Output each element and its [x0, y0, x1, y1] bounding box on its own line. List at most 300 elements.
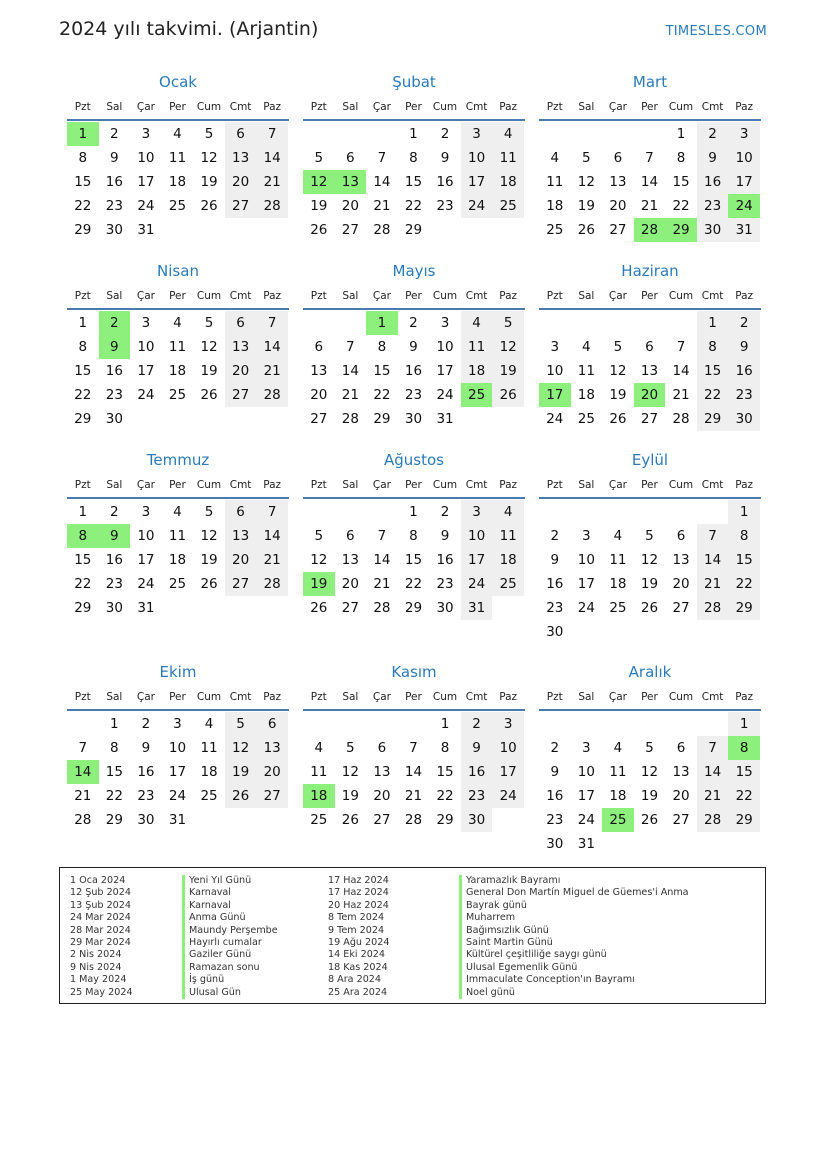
day-cell[interactable]: 18 [200, 764, 218, 780]
day-cell[interactable]: 4 [173, 504, 182, 520]
day-cell[interactable]: 24 [137, 387, 155, 403]
day-cell[interactable]: 21 [341, 387, 359, 403]
day-cell[interactable]: 3 [728, 122, 760, 146]
day-cell[interactable]: 7 [256, 500, 288, 524]
day-cell[interactable]: 7 [256, 311, 288, 335]
day-cell[interactable]: 22 [373, 387, 391, 403]
day-cell[interactable]: 25 [492, 572, 524, 596]
holiday-day-cell[interactable]: 24 [728, 194, 760, 218]
day-cell[interactable]: 6 [645, 339, 654, 355]
day-cell[interactable]: 16 [137, 764, 155, 780]
day-cell[interactable]: 27 [225, 194, 257, 218]
day-cell[interactable]: 4 [314, 740, 324, 756]
day-cell[interactable]: 25 [168, 387, 187, 403]
day-cell[interactable]: 17 [492, 760, 524, 784]
day-cell[interactable]: 4 [461, 311, 493, 335]
day-cell[interactable]: 30 [461, 808, 493, 832]
day-cell[interactable]: 4 [492, 500, 524, 524]
day-cell[interactable]: 24 [436, 387, 454, 403]
day-cell[interactable]: 8 [78, 339, 88, 355]
holiday-day-cell[interactable]: 1 [67, 122, 99, 146]
day-cell[interactable]: 1 [409, 504, 418, 520]
day-cell[interactable]: 5 [645, 740, 654, 756]
day-cell[interactable]: 11 [168, 339, 187, 355]
day-cell[interactable]: 4 [613, 528, 623, 544]
day-cell[interactable]: 3 [492, 712, 524, 736]
day-cell[interactable]: 21 [373, 198, 391, 214]
day-cell[interactable]: 5 [314, 150, 324, 166]
day-cell[interactable]: 4 [492, 122, 524, 146]
day-cell[interactable]: 30 [105, 600, 123, 616]
day-cell[interactable]: 15 [436, 764, 454, 780]
day-cell[interactable]: 18 [609, 576, 627, 592]
day-cell[interactable]: 13 [310, 363, 328, 379]
day-cell[interactable]: 11 [168, 528, 187, 544]
day-cell[interactable]: 3 [550, 339, 560, 355]
day-cell[interactable]: 3 [440, 315, 450, 331]
day-cell[interactable]: 14 [672, 363, 690, 379]
holiday-day-cell[interactable]: 17 [539, 383, 571, 407]
day-cell[interactable]: 8 [440, 740, 450, 756]
day-cell[interactable]: 6 [256, 712, 288, 736]
day-cell[interactable]: 6 [225, 500, 257, 524]
day-cell[interactable]: 1 [78, 504, 88, 520]
day-cell[interactable]: 26 [341, 812, 359, 828]
day-cell[interactable]: 8 [110, 740, 119, 756]
day-cell[interactable]: 15 [697, 359, 729, 383]
day-cell[interactable]: 3 [461, 500, 493, 524]
day-cell[interactable]: 21 [256, 359, 288, 383]
day-cell[interactable]: 22 [404, 198, 423, 214]
day-cell[interactable]: 23 [461, 784, 493, 808]
day-cell[interactable]: 11 [310, 764, 328, 780]
day-cell[interactable]: 10 [577, 764, 595, 780]
day-cell[interactable]: 7 [78, 740, 88, 756]
holiday-day-cell[interactable]: 9 [99, 335, 131, 359]
day-cell[interactable]: 6 [613, 150, 623, 166]
day-cell[interactable]: 6 [346, 150, 355, 166]
day-cell[interactable]: 27 [609, 222, 627, 238]
day-cell[interactable]: 5 [225, 712, 257, 736]
day-cell[interactable]: 8 [676, 150, 686, 166]
day-cell[interactable]: 7 [676, 339, 686, 355]
day-cell[interactable]: 18 [168, 174, 187, 190]
day-cell[interactable]: 28 [256, 383, 288, 407]
day-cell[interactable]: 14 [256, 146, 288, 170]
day-cell[interactable]: 15 [74, 363, 92, 379]
day-cell[interactable]: 28 [256, 194, 288, 218]
day-cell[interactable]: 11 [200, 740, 218, 756]
day-cell[interactable]: 22 [105, 788, 123, 804]
day-cell[interactable]: 24 [492, 784, 524, 808]
day-cell[interactable]: 28 [697, 808, 729, 832]
day-cell[interactable]: 21 [74, 788, 92, 804]
day-cell[interactable]: 11 [492, 524, 524, 548]
day-cell[interactable]: 13 [672, 764, 690, 780]
holiday-day-cell[interactable]: 9 [99, 524, 131, 548]
day-cell[interactable]: 9 [461, 736, 493, 760]
day-cell[interactable]: 29 [74, 600, 92, 616]
day-cell[interactable]: 27 [341, 222, 359, 238]
day-cell[interactable]: 2 [110, 504, 119, 520]
day-cell[interactable]: 4 [613, 740, 623, 756]
day-cell[interactable]: 18 [577, 387, 595, 403]
day-cell[interactable]: 30 [546, 836, 564, 852]
day-cell[interactable]: 2 [697, 122, 729, 146]
holiday-day-cell[interactable]: 29 [665, 218, 697, 242]
day-cell[interactable]: 15 [74, 174, 92, 190]
day-cell[interactable]: 15 [404, 552, 423, 568]
day-cell[interactable]: 9 [440, 528, 450, 544]
day-cell[interactable]: 26 [609, 411, 627, 427]
holiday-day-cell[interactable]: 1 [366, 311, 398, 335]
day-cell[interactable]: 16 [105, 552, 123, 568]
day-cell[interactable]: 25 [200, 788, 218, 804]
day-cell[interactable]: 18 [492, 548, 524, 572]
day-cell[interactable]: 29 [404, 600, 423, 616]
day-cell[interactable]: 18 [609, 788, 627, 804]
day-cell[interactable]: 10 [728, 146, 760, 170]
day-cell[interactable]: 16 [697, 170, 729, 194]
day-cell[interactable]: 23 [546, 600, 564, 616]
day-cell[interactable]: 14 [697, 760, 729, 784]
day-cell[interactable]: 21 [697, 572, 729, 596]
day-cell[interactable]: 14 [404, 764, 423, 780]
day-cell[interactable]: 22 [728, 572, 760, 596]
day-cell[interactable]: 2 [110, 126, 119, 142]
day-cell[interactable]: 5 [314, 528, 324, 544]
day-cell[interactable]: 24 [461, 194, 493, 218]
day-cell[interactable]: 28 [74, 812, 92, 828]
day-cell[interactable]: 22 [728, 784, 760, 808]
day-cell[interactable]: 11 [461, 335, 493, 359]
day-cell[interactable]: 10 [436, 339, 454, 355]
day-cell[interactable]: 27 [640, 411, 659, 427]
day-cell[interactable]: 10 [461, 524, 493, 548]
day-cell[interactable]: 22 [697, 383, 729, 407]
day-cell[interactable]: 17 [436, 363, 454, 379]
holiday-day-cell[interactable]: 12 [303, 170, 335, 194]
day-cell[interactable]: 2 [550, 528, 560, 544]
day-cell[interactable]: 27 [256, 784, 288, 808]
day-cell[interactable]: 23 [728, 383, 760, 407]
day-cell[interactable]: 18 [168, 363, 187, 379]
day-cell[interactable]: 15 [373, 363, 391, 379]
day-cell[interactable]: 8 [728, 524, 760, 548]
day-cell[interactable]: 26 [577, 222, 595, 238]
day-cell[interactable]: 25 [577, 411, 595, 427]
day-cell[interactable]: 15 [728, 548, 760, 572]
day-cell[interactable]: 26 [200, 198, 218, 214]
day-cell[interactable]: 12 [200, 150, 218, 166]
day-cell[interactable]: 14 [256, 335, 288, 359]
day-cell[interactable]: 21 [697, 784, 729, 808]
day-cell[interactable]: 12 [310, 552, 328, 568]
day-cell[interactable]: 12 [225, 736, 257, 760]
day-cell[interactable]: 16 [436, 174, 454, 190]
day-cell[interactable]: 31 [577, 836, 595, 852]
day-cell[interactable]: 19 [577, 198, 595, 214]
day-cell[interactable]: 26 [310, 600, 328, 616]
day-cell[interactable]: 13 [609, 174, 627, 190]
day-cell[interactable]: 7 [377, 528, 387, 544]
day-cell[interactable]: 31 [461, 596, 493, 620]
day-cell[interactable]: 26 [492, 383, 524, 407]
day-cell[interactable]: 29 [74, 222, 92, 238]
day-cell[interactable]: 19 [200, 552, 218, 568]
day-cell[interactable]: 30 [546, 624, 564, 640]
day-cell[interactable]: 16 [728, 359, 760, 383]
day-cell[interactable]: 16 [546, 788, 564, 804]
day-cell[interactable]: 23 [105, 198, 123, 214]
day-cell[interactable]: 17 [461, 170, 493, 194]
day-cell[interactable]: 20 [310, 387, 328, 403]
day-cell[interactable]: 31 [728, 218, 760, 242]
holiday-day-cell[interactable]: 14 [67, 760, 99, 784]
day-cell[interactable]: 25 [546, 222, 564, 238]
day-cell[interactable]: 16 [105, 174, 123, 190]
day-cell[interactable]: 12 [200, 528, 218, 544]
day-cell[interactable]: 20 [256, 760, 288, 784]
day-cell[interactable]: 6 [676, 528, 686, 544]
day-cell[interactable]: 11 [609, 764, 627, 780]
day-cell[interactable]: 31 [137, 600, 155, 616]
day-cell[interactable]: 24 [168, 788, 187, 804]
day-cell[interactable]: 26 [640, 600, 659, 616]
day-cell[interactable]: 29 [105, 812, 123, 828]
day-cell[interactable]: 30 [728, 407, 760, 431]
day-cell[interactable]: 4 [204, 716, 214, 732]
holiday-day-cell[interactable]: 2 [99, 311, 131, 335]
day-cell[interactable]: 20 [341, 198, 359, 214]
day-cell[interactable]: 4 [173, 315, 182, 331]
day-cell[interactable]: 17 [461, 548, 493, 572]
day-cell[interactable]: 24 [461, 572, 493, 596]
day-cell[interactable]: 27 [310, 411, 328, 427]
day-cell[interactable]: 17 [137, 174, 155, 190]
day-cell[interactable]: 7 [256, 122, 288, 146]
day-cell[interactable]: 6 [225, 311, 257, 335]
holiday-day-cell[interactable]: 19 [303, 572, 335, 596]
day-cell[interactable]: 23 [436, 198, 454, 214]
day-cell[interactable]: 17 [137, 552, 155, 568]
day-cell[interactable]: 6 [676, 740, 686, 756]
day-cell[interactable]: 10 [577, 552, 595, 568]
day-cell[interactable]: 20 [373, 788, 391, 804]
day-cell[interactable]: 8 [409, 528, 418, 544]
day-cell[interactable]: 10 [492, 736, 524, 760]
day-cell[interactable]: 27 [341, 600, 359, 616]
day-cell[interactable]: 18 [168, 552, 187, 568]
day-cell[interactable]: 13 [373, 764, 391, 780]
holiday-day-cell[interactable]: 8 [728, 736, 760, 760]
day-cell[interactable]: 28 [672, 411, 690, 427]
day-cell[interactable]: 18 [546, 198, 564, 214]
day-cell[interactable]: 12 [640, 552, 659, 568]
day-cell[interactable]: 20 [672, 576, 690, 592]
day-cell[interactable]: 15 [74, 552, 92, 568]
day-cell[interactable]: 1 [676, 126, 686, 142]
day-cell[interactable]: 23 [137, 788, 155, 804]
day-cell[interactable]: 23 [697, 194, 729, 218]
day-cell[interactable]: 21 [672, 387, 690, 403]
day-cell[interactable]: 30 [404, 411, 423, 427]
day-cell[interactable]: 19 [492, 359, 524, 383]
day-cell[interactable]: 14 [373, 552, 391, 568]
day-cell[interactable]: 29 [436, 812, 454, 828]
day-cell[interactable]: 25 [168, 198, 187, 214]
day-cell[interactable]: 10 [168, 740, 187, 756]
day-cell[interactable]: 2 [440, 504, 450, 520]
day-cell[interactable]: 17 [168, 764, 187, 780]
day-cell[interactable]: 20 [225, 548, 257, 572]
day-cell[interactable]: 11 [546, 174, 564, 190]
day-cell[interactable]: 25 [609, 600, 627, 616]
day-cell[interactable]: 29 [728, 808, 760, 832]
day-cell[interactable]: 8 [697, 335, 729, 359]
day-cell[interactable]: 20 [672, 788, 690, 804]
day-cell[interactable]: 20 [609, 198, 627, 214]
day-cell[interactable]: 25 [168, 576, 187, 592]
day-cell[interactable]: 10 [137, 339, 155, 355]
day-cell[interactable]: 12 [200, 339, 218, 355]
holiday-day-cell[interactable]: 20 [634, 383, 666, 407]
day-cell[interactable]: 11 [492, 146, 524, 170]
day-cell[interactable]: 30 [137, 812, 155, 828]
day-cell[interactable]: 26 [640, 812, 659, 828]
day-cell[interactable]: 31 [436, 411, 454, 427]
day-cell[interactable]: 19 [200, 174, 218, 190]
day-cell[interactable]: 8 [377, 339, 387, 355]
day-cell[interactable]: 2 [728, 311, 760, 335]
day-cell[interactable]: 29 [404, 222, 423, 238]
day-cell[interactable]: 2 [440, 126, 450, 142]
day-cell[interactable]: 10 [461, 146, 493, 170]
day-cell[interactable]: 14 [256, 524, 288, 548]
day-cell[interactable]: 10 [137, 150, 155, 166]
day-cell[interactable]: 19 [200, 363, 218, 379]
day-cell[interactable]: 7 [645, 150, 654, 166]
day-cell[interactable]: 11 [577, 363, 595, 379]
holiday-day-cell[interactable]: 28 [634, 218, 666, 242]
day-cell[interactable]: 1 [78, 315, 88, 331]
day-cell[interactable]: 2 [461, 712, 493, 736]
day-cell[interactable]: 23 [436, 576, 454, 592]
day-cell[interactable]: 6 [346, 528, 355, 544]
day-cell[interactable]: 13 [225, 146, 257, 170]
day-cell[interactable]: 1 [697, 311, 729, 335]
day-cell[interactable]: 3 [141, 126, 151, 142]
day-cell[interactable]: 3 [141, 315, 151, 331]
day-cell[interactable]: 3 [141, 504, 151, 520]
day-cell[interactable]: 30 [697, 218, 729, 242]
day-cell[interactable]: 28 [404, 812, 423, 828]
day-cell[interactable]: 26 [200, 576, 218, 592]
day-cell[interactable]: 15 [404, 174, 423, 190]
day-cell[interactable]: 20 [225, 359, 257, 383]
day-cell[interactable]: 1 [110, 716, 119, 732]
day-cell[interactable]: 12 [609, 363, 627, 379]
day-cell[interactable]: 12 [341, 764, 359, 780]
day-cell[interactable]: 1 [728, 500, 760, 524]
day-cell[interactable]: 16 [546, 576, 564, 592]
day-cell[interactable]: 2 [409, 315, 418, 331]
day-cell[interactable]: 22 [74, 198, 92, 214]
day-cell[interactable]: 11 [609, 552, 627, 568]
day-cell[interactable]: 13 [640, 363, 659, 379]
day-cell[interactable]: 7 [697, 524, 729, 548]
day-cell[interactable]: 27 [672, 600, 690, 616]
day-cell[interactable]: 25 [492, 194, 524, 218]
day-cell[interactable]: 3 [173, 716, 182, 732]
holiday-day-cell[interactable]: 13 [335, 170, 367, 194]
day-cell[interactable]: 1 [440, 716, 450, 732]
day-cell[interactable]: 10 [546, 363, 564, 379]
day-cell[interactable]: 21 [373, 576, 391, 592]
day-cell[interactable]: 22 [436, 788, 454, 804]
day-cell[interactable]: 10 [137, 528, 155, 544]
day-cell[interactable]: 23 [546, 812, 564, 828]
day-cell[interactable]: 24 [546, 411, 564, 427]
day-cell[interactable]: 6 [225, 122, 257, 146]
day-cell[interactable]: 27 [373, 812, 391, 828]
day-cell[interactable]: 17 [728, 170, 760, 194]
day-cell[interactable]: 14 [697, 548, 729, 572]
day-cell[interactable]: 16 [436, 552, 454, 568]
day-cell[interactable]: 2 [141, 716, 151, 732]
day-cell[interactable]: 30 [105, 411, 123, 427]
day-cell[interactable]: 9 [141, 740, 151, 756]
day-cell[interactable]: 30 [436, 600, 454, 616]
day-cell[interactable]: 5 [204, 315, 214, 331]
day-cell[interactable]: 30 [105, 222, 123, 238]
day-cell[interactable]: 15 [105, 764, 123, 780]
day-cell[interactable]: 1 [728, 712, 760, 736]
day-cell[interactable]: 13 [225, 524, 257, 548]
day-cell[interactable]: 28 [373, 600, 391, 616]
day-cell[interactable]: 26 [200, 387, 218, 403]
day-cell[interactable]: 13 [341, 552, 359, 568]
day-cell[interactable]: 15 [728, 760, 760, 784]
holiday-day-cell[interactable]: 18 [303, 784, 335, 808]
day-cell[interactable]: 28 [373, 222, 391, 238]
holiday-day-cell[interactable]: 25 [602, 808, 634, 832]
day-cell[interactable]: 11 [168, 150, 187, 166]
day-cell[interactable]: 19 [640, 788, 659, 804]
day-cell[interactable]: 22 [74, 576, 92, 592]
day-cell[interactable]: 25 [310, 812, 328, 828]
day-cell[interactable]: 9 [409, 339, 418, 355]
day-cell[interactable]: 12 [492, 335, 524, 359]
day-cell[interactable]: 29 [74, 411, 92, 427]
day-cell[interactable]: 19 [341, 788, 359, 804]
day-cell[interactable]: 9 [440, 150, 450, 166]
day-cell[interactable]: 7 [377, 150, 387, 166]
day-cell[interactable]: 26 [225, 784, 257, 808]
day-cell[interactable]: 19 [310, 198, 328, 214]
day-cell[interactable]: 26 [310, 222, 328, 238]
day-cell[interactable]: 31 [137, 222, 155, 238]
day-cell[interactable]: 6 [377, 740, 387, 756]
day-cell[interactable]: 9 [697, 146, 729, 170]
day-cell[interactable]: 5 [204, 504, 214, 520]
day-cell[interactable]: 29 [373, 411, 391, 427]
day-cell[interactable]: 14 [640, 174, 659, 190]
day-cell[interactable]: 7 [346, 339, 355, 355]
day-cell[interactable]: 23 [404, 387, 423, 403]
day-cell[interactable]: 13 [225, 335, 257, 359]
day-cell[interactable]: 15 [672, 174, 690, 190]
